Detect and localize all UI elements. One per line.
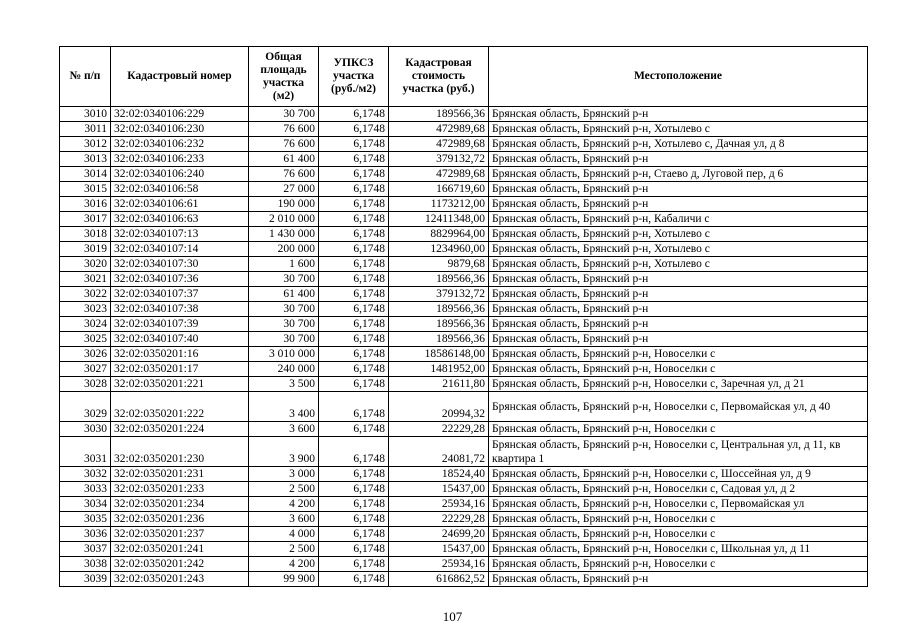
table-row <box>60 482 868 497</box>
table-row <box>60 467 868 482</box>
row-number-cell: 3038 <box>60 557 111 572</box>
area-cell: 3 010 000 <box>249 347 319 362</box>
area-cell: 61 400 <box>249 152 319 167</box>
row-number-cell: 3014 <box>60 167 111 182</box>
table-row <box>60 557 868 572</box>
header-number: № п/п <box>60 47 111 107</box>
location-cell: Брянская область, Брянский р-н, Хотылево с <box>489 242 868 257</box>
upksz-cell: 6,1748 <box>319 287 389 302</box>
cadastral-number-cell: 32:02:0340106:61 <box>111 197 249 212</box>
cadastral-number-cell: 32:02:0340107:36 <box>111 272 249 287</box>
cadastral-value-cell: 379132,72 <box>389 287 489 302</box>
cadastral-number-cell: 32:02:0340106:230 <box>111 122 249 137</box>
table-row <box>60 527 868 542</box>
row-number-cell: 3037 <box>60 542 111 557</box>
cadastral-value-cell: 25934,16 <box>389 557 489 572</box>
area-cell: 99 900 <box>249 572 319 587</box>
cadastral-value-cell: 166719,60 <box>389 182 489 197</box>
area-cell: 190 000 <box>249 197 319 212</box>
table-row <box>60 137 868 152</box>
cadastral-number-cell: 32:02:0350201:234 <box>111 497 249 512</box>
row-number-cell: 3017 <box>60 212 111 227</box>
area-cell: 3 600 <box>249 422 319 437</box>
cadastral-number-cell: 32:02:0340107:13 <box>111 227 249 242</box>
table-row <box>60 242 868 257</box>
row-number-cell: 3013 <box>60 152 111 167</box>
location-cell: Брянская область, Брянский р-н, Новоселки с <box>489 512 868 527</box>
table-row <box>60 212 868 227</box>
upksz-cell: 6,1748 <box>319 107 389 122</box>
cadastral-number-cell: 32:02:0340107:40 <box>111 332 249 347</box>
location-cell: Брянская область, Брянский р-н, Новоселки с <box>489 362 868 377</box>
header-location: Местоположение <box>489 47 868 107</box>
cadastral-value-cell: 15437,00 <box>389 542 489 557</box>
table-header-row <box>60 47 868 107</box>
area-cell: 4 200 <box>249 497 319 512</box>
table-row <box>60 392 868 422</box>
table-row <box>60 302 868 317</box>
upksz-cell: 6,1748 <box>319 152 389 167</box>
table-row <box>60 272 868 287</box>
area-cell: 2 010 000 <box>249 212 319 227</box>
upksz-cell: 6,1748 <box>319 197 389 212</box>
table-row <box>60 107 868 122</box>
cadastral-number-cell: 32:02:0350201:236 <box>111 512 249 527</box>
location-cell: Брянская область, Брянский р-н, Новоселки с <box>489 422 868 437</box>
cadastral-value-cell: 20994,32 <box>389 392 489 422</box>
location-cell: Брянская область, Брянский р-н <box>489 182 868 197</box>
row-number-cell: 3030 <box>60 422 111 437</box>
area-cell: 2 500 <box>249 482 319 497</box>
cadastral-number-cell: 32:02:0350201:243 <box>111 572 249 587</box>
area-cell: 30 700 <box>249 107 319 122</box>
location-cell: Брянская область, Брянский р-н, Новоселки с, Школьная ул, д 11 <box>489 542 868 557</box>
row-number-cell: 3023 <box>60 302 111 317</box>
table-row <box>60 572 868 587</box>
location-cell: Брянская область, Брянский р-н, Хотылево с <box>489 122 868 137</box>
cadastral-number-cell: 32:02:0350201:221 <box>111 377 249 392</box>
upksz-cell: 6,1748 <box>319 302 389 317</box>
location-cell: Брянская область, Брянский р-н, Хотылево с <box>489 227 868 242</box>
upksz-cell: 6,1748 <box>319 257 389 272</box>
location-cell: Брянская область, Брянский р-н, Новоселки с <box>489 557 868 572</box>
row-number-cell: 3024 <box>60 317 111 332</box>
upksz-cell: 6,1748 <box>319 527 389 542</box>
location-cell: Брянская область, Брянский р-н <box>489 197 868 212</box>
cadastral-value-cell: 12411348,00 <box>389 212 489 227</box>
header-area: Общая площадь участка (м2) <box>249 47 319 107</box>
upksz-cell: 6,1748 <box>319 497 389 512</box>
location-cell: Брянская область, Брянский р-н, Новоселки с, Садовая ул, д 2 <box>489 482 868 497</box>
header-cadastral-number: Кадастровый номер <box>111 47 249 107</box>
row-number-cell: 3034 <box>60 497 111 512</box>
table-row <box>60 122 868 137</box>
area-cell: 61 400 <box>249 287 319 302</box>
area-cell: 4 200 <box>249 557 319 572</box>
cadastral-value-cell: 1234960,00 <box>389 242 489 257</box>
row-number-cell: 3035 <box>60 512 111 527</box>
area-cell: 76 600 <box>249 122 319 137</box>
row-number-cell: 3016 <box>60 197 111 212</box>
cadastral-number-cell: 32:02:0350201:16 <box>111 347 249 362</box>
location-cell: Брянская область, Брянский р-н, Новоселки с <box>489 527 868 542</box>
area-cell: 3 600 <box>249 512 319 527</box>
table-row <box>60 197 868 212</box>
cadastral-number-cell: 32:02:0350201:17 <box>111 362 249 377</box>
row-number-cell: 3026 <box>60 347 111 362</box>
row-number-cell: 3010 <box>60 107 111 122</box>
upksz-cell: 6,1748 <box>319 467 389 482</box>
area-cell: 3 400 <box>249 392 319 422</box>
table-row <box>60 437 868 467</box>
location-cell: Брянская область, Брянский р-н <box>489 332 868 347</box>
cadastral-number-cell: 32:02:0340106:232 <box>111 137 249 152</box>
cadastral-value-cell: 21611,80 <box>389 377 489 392</box>
location-cell: Брянская область, Брянский р-н, Кабаличи с <box>489 212 868 227</box>
upksz-cell: 6,1748 <box>319 227 389 242</box>
location-cell: Брянская область, Брянский р-н, Новоселки с, Первомайская ул <box>489 497 868 512</box>
upksz-cell: 6,1748 <box>319 512 389 527</box>
location-cell: Брянская область, Брянский р-н, Новоселки с, Центральная ул, д 11, кв квартира 1 <box>489 437 868 467</box>
cadastral-value-cell: 8829964,00 <box>389 227 489 242</box>
upksz-cell: 6,1748 <box>319 317 389 332</box>
area-cell: 76 600 <box>249 167 319 182</box>
area-cell: 3 900 <box>249 437 319 467</box>
location-cell: Брянская область, Брянский р-н <box>489 302 868 317</box>
cadastral-table <box>59 46 868 587</box>
upksz-cell: 6,1748 <box>319 182 389 197</box>
row-number-cell: 3020 <box>60 257 111 272</box>
cadastral-number-cell: 32:02:0340107:37 <box>111 287 249 302</box>
row-number-cell: 3025 <box>60 332 111 347</box>
location-cell: Брянская область, Брянский р-н, Хотылево с <box>489 257 868 272</box>
table-row <box>60 377 868 392</box>
upksz-cell: 6,1748 <box>319 167 389 182</box>
table-row <box>60 362 868 377</box>
cadastral-value-cell: 1173212,00 <box>389 197 489 212</box>
cadastral-number-cell: 32:02:0350201:241 <box>111 542 249 557</box>
table-row <box>60 287 868 302</box>
area-cell: 3 000 <box>249 467 319 482</box>
area-cell: 2 500 <box>249 542 319 557</box>
row-number-cell: 3012 <box>60 137 111 152</box>
row-number-cell: 3028 <box>60 377 111 392</box>
row-number-cell: 3027 <box>60 362 111 377</box>
location-cell: Брянская область, Брянский р-н, Стаево д, Луговой пер, д 6 <box>489 167 868 182</box>
row-number-cell: 3033 <box>60 482 111 497</box>
cadastral-number-cell: 32:02:0340106:229 <box>111 107 249 122</box>
table-row <box>60 497 868 512</box>
upksz-cell: 6,1748 <box>319 332 389 347</box>
cadastral-number-cell: 32:02:0350201:233 <box>111 482 249 497</box>
upksz-cell: 6,1748 <box>319 542 389 557</box>
upksz-cell: 6,1748 <box>319 122 389 137</box>
cadastral-number-cell: 32:02:0340106:63 <box>111 212 249 227</box>
cadastral-value-cell: 189566,36 <box>389 107 489 122</box>
upksz-cell: 6,1748 <box>319 437 389 467</box>
cadastral-value-cell: 189566,36 <box>389 302 489 317</box>
upksz-cell: 6,1748 <box>319 422 389 437</box>
cadastral-value-cell: 472989,68 <box>389 137 489 152</box>
cadastral-number-cell: 32:02:0350201:237 <box>111 527 249 542</box>
location-cell: Брянская область, Брянский р-н, Новоселки с, Первомайская ул, д 40 <box>489 392 868 422</box>
cadastral-value-cell: 472989,68 <box>389 167 489 182</box>
table-row <box>60 182 868 197</box>
upksz-cell: 6,1748 <box>319 137 389 152</box>
table-row <box>60 257 868 272</box>
area-cell: 200 000 <box>249 242 319 257</box>
area-cell: 3 500 <box>249 377 319 392</box>
cadastral-value-cell: 25934,16 <box>389 497 489 512</box>
row-number-cell: 3031 <box>60 437 111 467</box>
table-row <box>60 422 868 437</box>
cadastral-value-cell: 472989,68 <box>389 122 489 137</box>
cadastral-value-cell: 189566,36 <box>389 317 489 332</box>
table-row <box>60 512 868 527</box>
cadastral-number-cell: 32:02:0340107:30 <box>111 257 249 272</box>
cadastral-value-cell: 22229,28 <box>389 512 489 527</box>
area-cell: 1 430 000 <box>249 227 319 242</box>
cadastral-value-cell: 379132,72 <box>389 152 489 167</box>
upksz-cell: 6,1748 <box>319 347 389 362</box>
cadastral-number-cell: 32:02:0350201:242 <box>111 557 249 572</box>
cadastral-value-cell: 18524,40 <box>389 467 489 482</box>
row-number-cell: 3019 <box>60 242 111 257</box>
location-cell: Брянская область, Брянский р-н <box>489 572 868 587</box>
row-number-cell: 3021 <box>60 272 111 287</box>
area-cell: 30 700 <box>249 317 319 332</box>
upksz-cell: 6,1748 <box>319 377 389 392</box>
location-cell: Брянская область, Брянский р-н <box>489 152 868 167</box>
upksz-cell: 6,1748 <box>319 212 389 227</box>
row-number-cell: 3015 <box>60 182 111 197</box>
table-row <box>60 332 868 347</box>
location-cell: Брянская область, Брянский р-н, Новоселки с <box>489 347 868 362</box>
cadastral-number-cell: 32:02:0350201:231 <box>111 467 249 482</box>
cadastral-value-cell: 24081,72 <box>389 437 489 467</box>
header-cadastral-value: Кадастровая стоимость участка (руб.) <box>389 47 489 107</box>
area-cell: 4 000 <box>249 527 319 542</box>
location-cell: Брянская область, Брянский р-н, Новоселки с, Заречная ул, д 21 <box>489 377 868 392</box>
row-number-cell: 3032 <box>60 467 111 482</box>
page-number: 107 <box>442 609 463 624</box>
cadastral-value-cell: 15437,00 <box>389 482 489 497</box>
location-cell: Брянская область, Брянский р-н <box>489 107 868 122</box>
cadastral-number-cell: 32:02:0340107:14 <box>111 242 249 257</box>
cadastral-value-cell: 616862,52 <box>389 572 489 587</box>
row-number-cell: 3029 <box>60 392 111 422</box>
upksz-cell: 6,1748 <box>319 242 389 257</box>
table-row <box>60 167 868 182</box>
area-cell: 240 000 <box>249 362 319 377</box>
row-number-cell: 3011 <box>60 122 111 137</box>
location-cell: Брянская область, Брянский р-н <box>489 287 868 302</box>
upksz-cell: 6,1748 <box>319 272 389 287</box>
area-cell: 30 700 <box>249 302 319 317</box>
cadastral-value-cell: 1481952,00 <box>389 362 489 377</box>
area-cell: 30 700 <box>249 272 319 287</box>
table-row <box>60 347 868 362</box>
location-cell: Брянская область, Брянский р-н <box>489 272 868 287</box>
upksz-cell: 6,1748 <box>319 362 389 377</box>
row-number-cell: 3036 <box>60 527 111 542</box>
location-cell: Брянская область, Брянский р-н, Хотылево с, Дачная ул, д 8 <box>489 137 868 152</box>
header-upksz: УПКСЗ участка (руб./м2) <box>319 47 389 107</box>
upksz-cell: 6,1748 <box>319 557 389 572</box>
upksz-cell: 6,1748 <box>319 572 389 587</box>
area-cell: 76 600 <box>249 137 319 152</box>
area-cell: 1 600 <box>249 257 319 272</box>
cadastral-value-cell: 9879,68 <box>389 257 489 272</box>
row-number-cell: 3039 <box>60 572 111 587</box>
table-row <box>60 227 868 242</box>
cadastral-number-cell: 32:02:0350201:230 <box>111 437 249 467</box>
cadastral-value-cell: 22229,28 <box>389 422 489 437</box>
area-cell: 27 000 <box>249 182 319 197</box>
cadastral-value-cell: 189566,36 <box>389 332 489 347</box>
cadastral-number-cell: 32:02:0340106:233 <box>111 152 249 167</box>
upksz-cell: 6,1748 <box>319 482 389 497</box>
table-row <box>60 152 868 167</box>
location-cell: Брянская область, Брянский р-н, Новоселки с, Шоссейная ул, д 9 <box>489 467 868 482</box>
table-row <box>60 542 868 557</box>
cadastral-number-cell: 32:02:0340106:240 <box>111 167 249 182</box>
area-cell: 30 700 <box>249 332 319 347</box>
table-body <box>60 107 868 587</box>
cadastral-value-cell: 18586148,00 <box>389 347 489 362</box>
cadastral-number-cell: 32:02:0340107:38 <box>111 302 249 317</box>
cadastral-number-cell: 32:02:0340107:39 <box>111 317 249 332</box>
table-row <box>60 317 868 332</box>
upksz-cell: 6,1748 <box>319 392 389 422</box>
row-number-cell: 3022 <box>60 287 111 302</box>
row-number-cell: 3018 <box>60 227 111 242</box>
cadastral-number-cell: 32:02:0350201:224 <box>111 422 249 437</box>
location-cell: Брянская область, Брянский р-н <box>489 317 868 332</box>
cadastral-number-cell: 32:02:0350201:222 <box>111 392 249 422</box>
cadastral-number-cell: 32:02:0340106:58 <box>111 182 249 197</box>
cadastral-value-cell: 189566,36 <box>389 272 489 287</box>
cadastral-value-cell: 24699,20 <box>389 527 489 542</box>
